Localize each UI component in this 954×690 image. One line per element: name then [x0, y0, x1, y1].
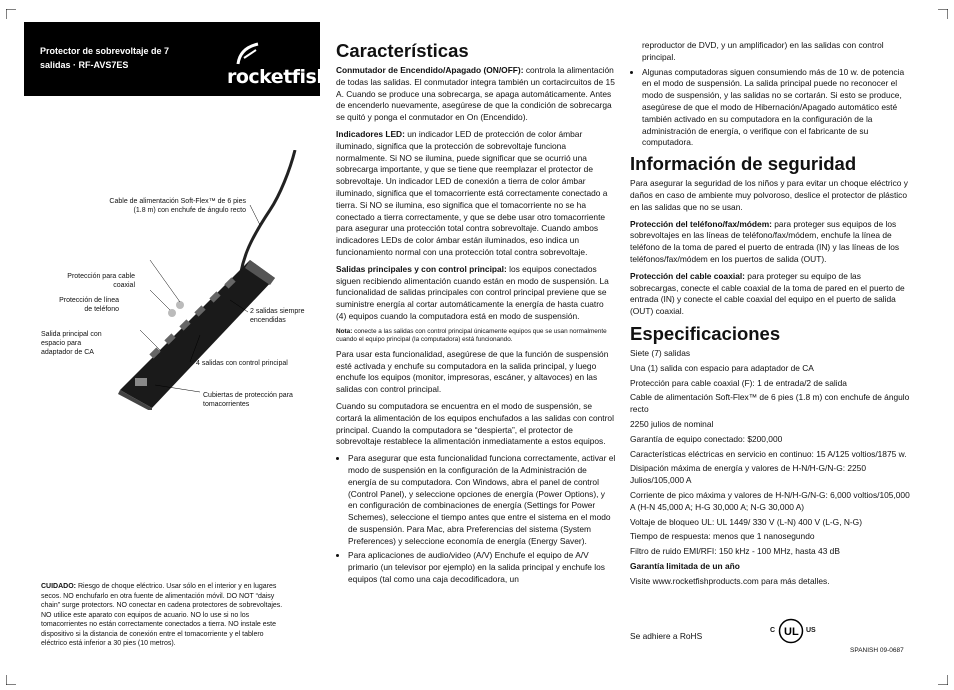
tip-hibernation: • Algunas computadoras siguen consumiendo más de 10 w. de potencia en el modo de suspensión. La salida principal puede no reconocer el modo de suspensión, y las salidas no se cortarán. Si esto se produce, asegúrese de que el modo de Hibernación/Apagado automático esté también activado en su computadora en la configuración de la administración de energía, o verifique con el fabricante de su computadora. — [642, 67, 910, 150]
callout-coax: Protección para cable coaxial — [67, 273, 135, 289]
spec-item: Una (1) salida con espacio para adaptador de CA — [630, 362, 814, 373]
callout-phone: Protección de línea de teléfono — [59, 297, 119, 313]
spec-item: Garantía de equipo conectado: $200,000 — [630, 433, 783, 444]
phone-label: Protección del teléfono/fax/módem: — [630, 218, 772, 229]
caution-text — [41, 582, 291, 649]
logo-swoosh-icon — [234, 40, 264, 68]
tips-list — [336, 453, 616, 586]
features-heading: Características — [336, 40, 469, 61]
product-title: Protector de sobrevoltaje de 7 salidas · RF-AVS7ES — [40, 46, 170, 70]
rohs-text: Se adhiere a RoHS — [630, 631, 703, 641]
logo-text: rocketfish. — [227, 66, 337, 88]
phone-text: para proteger sus equipos de los sobrevoltajes en las líneas de teléfono/fax/módem, enchufe la línea de teléfono de la toma de pared el puerto de entrada (IN) y las líneas de los teléfonos/fax/módem en los puertos de salida (OUT). — [630, 218, 900, 264]
tips-list-continued — [630, 67, 910, 150]
ul-us-label: US — [806, 627, 816, 634]
title-band — [24, 22, 337, 96]
sleep-paragraph: Cuando su computadora se encuentra en el modo de suspensión, se cortará la alimentación de los equipos enchufados a las salidas con control principal. Cuando la computadora se “despierta”, el protector de sobrevoltaje restablece la alimentación inmediatamente a estos equipos. — [336, 400, 614, 447]
outlets-label: Salidas principales y con control principal: — [336, 263, 507, 274]
svg-text:UL: UL — [784, 626, 799, 638]
spec-item: Corriente de pico máxima y valores de H-N/H-G/N-G: 6,000 voltios/105,000 A (H-N 45,000 A; H-G 30,000 A; N-G 30,000 A) — [630, 489, 910, 512]
spec-item: Filtro de ruido EMI/RFI: 150 kHz - 100 MHz, hasta 43 dB — [630, 546, 840, 557]
document-code: SPANISH 09-0687 — [850, 647, 904, 654]
led-text: un indicador LED de protección de color ámbar iluminado, significa que la protección de sobrevoltaje funciona normalmente. Si NO se ilumina, puede significar que se ocurrió una sobrecarga importante, y que se tiene que reemplazar el protector de sobrevoltaje. Un indicador LED de conexión a tierra de color ámbar iluminado, significa que el tomacorriente está correctamente conectado a tierra. Si NO se ilumina, eso significa que el tomacorriente no se ha conectado a tierra correctamente, y que se debe usar otro tomacorriente para asegurar una protección total contra sobrevoltaje. Cuando ambos indicadores LEDs de color ámbar están iluminados, eso indica un funcionamiento normal con una protección total contra sobrevoltaje. — [336, 128, 608, 257]
led-paragraph — [336, 129, 616, 259]
outlets-text: los equipos conectados siguen recibiendo alimentación cuando están en modo de suspensión. La funcionalidad de salidas principales con control principal previene que se suministre energía al cortar automáticamente la energía de hasta cuatro (4) equipos cuando la computadora está en modo de suspensión. — [336, 263, 609, 321]
ul-mark — [770, 618, 816, 644]
safety-paragraph: Para asegurar la seguridad de los niños y para evitar un choque eléctrico y daños en caso de ambiente muy polvoroso, deslice el protector de plástico en las salidas que no se usan. — [630, 178, 908, 212]
onoff-label: Conmutador de Encendido/Apagado (ON/OFF): — [336, 65, 524, 75]
ul-c-label: C — [770, 627, 776, 634]
callout-main-outlet: Salida principal con espacio para adaptador de CA — [41, 331, 102, 356]
coax-text: para proteger su equipo de las sobrecargas, conecte el cable coaxial de la toma de pared en el puerto de entrada (IN) y conecte el cable coaxial del equipo en el puerto de salida (OUT) coaxial. — [630, 270, 905, 317]
spec-item: Protección para cable coaxial (F): 1 de entrada/2 de salida — [630, 377, 847, 388]
spec-item: 2250 julios de nominal — [630, 418, 714, 429]
safety-specs-column — [630, 40, 910, 590]
spec-item: Voltaje de bloqueo UL: UL 1449/ 330 V (L-N) 400 V (L-G, N-G) — [630, 516, 862, 527]
tip-power-mgmt: • Para asegurar que esta funcionalidad funciona correctamente, activar el modo de suspensión en la configuración de la Administración de energía de su computadora. Con Windows, abra el panel de control (Control Panel), y seleccione opciones de energía (Power Options), y en configuración de combinaciones de energía (Settings for Power Schemes), seleccione el tiempo antes que entre el sistema en el modo de suspensión. Para Mac, abra Preferencias del sistema (System Preferences) y seleccione economía de energía (Energy Saver). — [348, 453, 616, 547]
callout-always-on: 2 salidas siempre encendidas — [250, 308, 305, 324]
outlets-paragraph — [336, 264, 616, 323]
coax-label: Protección del cable coaxial: — [630, 270, 745, 281]
tip-av: • Para aplicaciones de audio/video (A/V) Enchufe el equipo de A/V primario (un televisor por ejemplo) en la salida principal y enchufe los equipos (tal como una caja decodificadora, un — [348, 550, 616, 585]
spec-item: Siete (7) salidas — [630, 347, 691, 358]
spec-item: Tiempo de respuesta: menos que 1 nanosegundo — [630, 531, 815, 542]
caution-body: Riesgo de choque eléctrico. Usar sólo en el interior y en lugares secos. NO enchufarlo en otra fuente de alimentación móvil. DO NOT “daisy chain” surge protectors. NO conectar en cadena protectores de sobrevoltajes. NO utilice este aparato con equipos de acuario. NO lo use si no los tomacorrientes no están correctamente conectados a tierra. NO instale este dispositivo si la distancia de conexión entre el tomacorriente y el tablero eléctrico está inferior a 30 pies (10 metros). — [41, 583, 283, 647]
spec-item: Disipación máxima de energía y valores de H-N/H-G/N-G: 2250 Julios/105,000 A — [630, 463, 866, 486]
crop-mark — [6, 672, 16, 682]
warranty-heading: Garantía limitada de un año — [630, 560, 740, 571]
onoff-paragraph — [336, 65, 616, 124]
crop-mark — [938, 672, 948, 682]
warranty-text: Visite www.rocketfishproducts.com para más detalles. — [630, 575, 830, 586]
onoff-text: controla la alimentación de todas las salidas. El conmutador integra también un cortacircuitos de 15 A. Cuando se produce una sobrecarga, se apaga automáticamente. Antes de encenderlo nuevamente, asegúrese de que la condición de sobrecarga se quitó y ponga el conmutador en On (Encendido). — [336, 65, 615, 123]
usage-paragraph: Para usar esta funcionalidad, asegúrese de que la función de suspensión esté activada y enchufe su computadora en la salida principal, y luego enchufe los equipos (monitor, impresoras, escáner, y altavoces) en las salidas con control principal. — [336, 348, 609, 395]
ul-logo-icon — [778, 618, 804, 644]
spec-item: Características eléctricas en servicio en continuo: 15 A/125 voltios/1875 w. — [630, 448, 907, 459]
crop-mark — [938, 6, 948, 16]
note-label: Nota: — [336, 327, 353, 335]
features-column — [336, 40, 616, 589]
callout-controlled: 4 salidas con control principal — [196, 360, 288, 367]
callout-covers: Cubiertas de protección para tomacorrientes — [203, 392, 293, 408]
note-text: conecte a las salidas con control principal únicamente equipos que se usan normalmente cuando el equipo principal (la computadora) está funcionando. — [336, 327, 607, 343]
specs-heading: Especificaciones — [630, 322, 781, 344]
led-label: Indicadores LED: — [336, 128, 405, 139]
safety-heading: Información de seguridad — [630, 153, 857, 175]
coax-paragraph — [630, 271, 910, 318]
av-continued: reproductor de DVD, y un amplificador) en las salidas con control principal. — [642, 40, 884, 62]
crop-mark — [6, 6, 16, 16]
spec-item: Cable de alimentación Soft-Flex™ de 6 pies (1.8 m) con enchufe de ángulo recto — [630, 392, 910, 415]
note-paragraph — [336, 328, 616, 344]
phone-paragraph — [630, 219, 910, 266]
rocketfish-logo — [209, 40, 337, 88]
callout-power-cable: Cable de alimentación Soft-Flex™ de 6 pies (1.8 m) con enchufe de ángulo recto — [109, 198, 246, 214]
caution-label: CUIDADO: — [41, 583, 76, 590]
